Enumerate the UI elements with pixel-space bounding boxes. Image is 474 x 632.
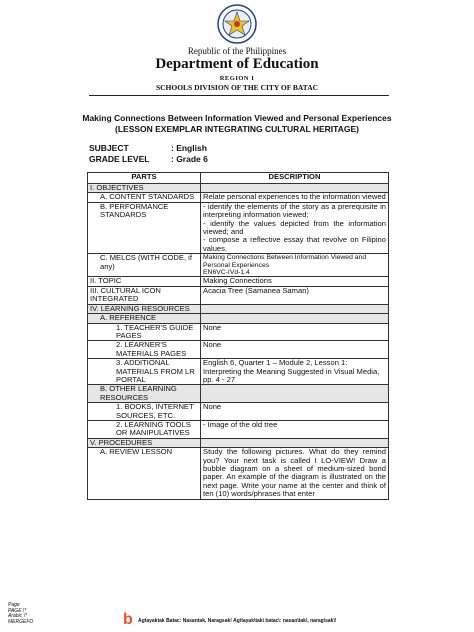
desc-cultural-icon: Acacia Tree (Samanea Saman)	[201, 286, 389, 304]
header-region: REGION I	[219, 75, 255, 82]
desc-books: None	[201, 403, 389, 421]
subject-line	[89, 143, 207, 153]
section-procedures: V. PROCEDURES	[88, 438, 201, 447]
grade-value: : Grade 6	[171, 154, 208, 164]
desc-learning-tools: - Image of the old tree	[201, 420, 389, 438]
grade-line	[89, 154, 208, 164]
desc-learners-materials: None	[201, 341, 389, 359]
part-additional-materials: 3. ADDITIONAL MATERIALS FROM LR PORTAL	[88, 359, 201, 385]
footer-slogan: Agtayaktak Batac: Nasantak, Naragsak! Ag\tayak\tak\ batac\: nasan\tak\, narag\sak\!	[138, 618, 337, 624]
part-books: 1. BOOKS, INTERNET SOURCES, ETC.	[88, 403, 201, 421]
part-content-standards: A. CONTENT STANDARDS	[88, 193, 201, 202]
section-learning-resources: IV. LEARNING RESOURCES	[88, 304, 201, 313]
lesson-table	[87, 172, 389, 500]
desc-topic: Making Connections	[201, 277, 389, 286]
perf-std-item: - identify the values depicted from the information viewed; and	[203, 218, 386, 237]
part-performance-standards: B. PERFORMANCE STANDARDS	[88, 202, 201, 253]
grade-label: GRADE LEVEL	[89, 154, 150, 164]
subject-value: : English	[171, 143, 207, 153]
header-division: SCHOOLS DIVISION OF THE CITY OF BATAC	[155, 83, 319, 92]
table-row	[88, 385, 389, 403]
table-row	[88, 314, 389, 323]
page-number-field: Page PAGE \* Arabic \* MERGEFO	[8, 602, 34, 625]
table-header-row	[88, 173, 389, 184]
part-teachers-guide: 1. TEACHER'S GUIDE PAGES	[88, 323, 201, 341]
table-row	[88, 193, 389, 202]
table-row	[88, 448, 389, 499]
col-header-description: DESCRIPTION	[201, 173, 389, 184]
perf-std-item: - identify the elements of the story as a prerequisite in interpreting information viewed;	[203, 201, 386, 220]
table-row	[88, 254, 389, 277]
subject-label: SUBJECT	[89, 143, 129, 153]
desc-performance-standards	[201, 202, 389, 253]
part-melcs: C. MELCS (WITH CODE, if any)	[88, 254, 201, 277]
batac-logo-icon: b	[123, 611, 133, 628]
table-row	[88, 323, 389, 341]
perf-std-item: - compose a reflective essay that revolve on Filipino values.	[203, 235, 386, 253]
section-topic: II. TOPIC	[88, 277, 201, 286]
desc-additional-materials: English 6, Quarter 1 – Module 2, Lesson 1: Interpreting the Meaning Suggested in Visual Media, pp. 4 - 27	[201, 359, 389, 385]
table-row	[88, 286, 389, 304]
desc-teachers-guide: None	[201, 323, 389, 341]
col-header-parts: PARTS	[88, 173, 201, 184]
table-row	[88, 359, 389, 385]
table-row	[88, 341, 389, 359]
section-objectives: I. OBJECTIVES	[88, 184, 201, 193]
desc-content-standards: Relate personal experiences to the information viewed	[201, 193, 389, 202]
desc-melcs	[201, 254, 389, 277]
page-footer	[0, 609, 474, 631]
lesson-title: Making Connections Between Information Viewed and Personal Experiences	[82, 113, 392, 123]
table-row	[88, 403, 389, 421]
part-learning-tools: 2. LEARNING TOOLS OR MANIPULATIVES	[88, 420, 201, 438]
section-cultural-icon: III. CULTURAL ICON INTEGRATED	[88, 286, 201, 304]
header-department: Department of Education	[155, 56, 319, 72]
table-row	[88, 420, 389, 438]
part-learners-materials: 2. LEARNER'S MATERIALS PAGES	[88, 341, 201, 359]
desc-review-lesson: Study the following pictures. What do they remind you? Your next task is called I LO-VIEW! Draw a bubble diagram on a sheet of medium-sized bond paper. An example of the diagram is illustrated on the next page. Write your name at the center and think of ten (10) words/phrases that enter	[201, 448, 389, 499]
melcs-text: Making Connections Between Information Viewed and Personal Experiences	[203, 254, 367, 269]
deped-seal-icon	[217, 4, 257, 44]
part-review-lesson: A. REVIEW LESSON	[88, 448, 201, 499]
header-divider	[89, 95, 389, 96]
part-reference: A. REFERENCE	[88, 314, 201, 323]
melcs-code: EN6VC-IVd-1.4	[203, 269, 250, 277]
part-other-resources: B. OTHER LEARNING RESOURCES	[88, 385, 201, 403]
lesson-subtitle: (LESSON EXEMPLAR INTEGRATING CULTURAL HERITAGE)	[115, 124, 359, 134]
table-row	[88, 277, 389, 286]
table-row	[88, 202, 389, 253]
header-republic: Republic of the Philippines	[187, 46, 287, 56]
